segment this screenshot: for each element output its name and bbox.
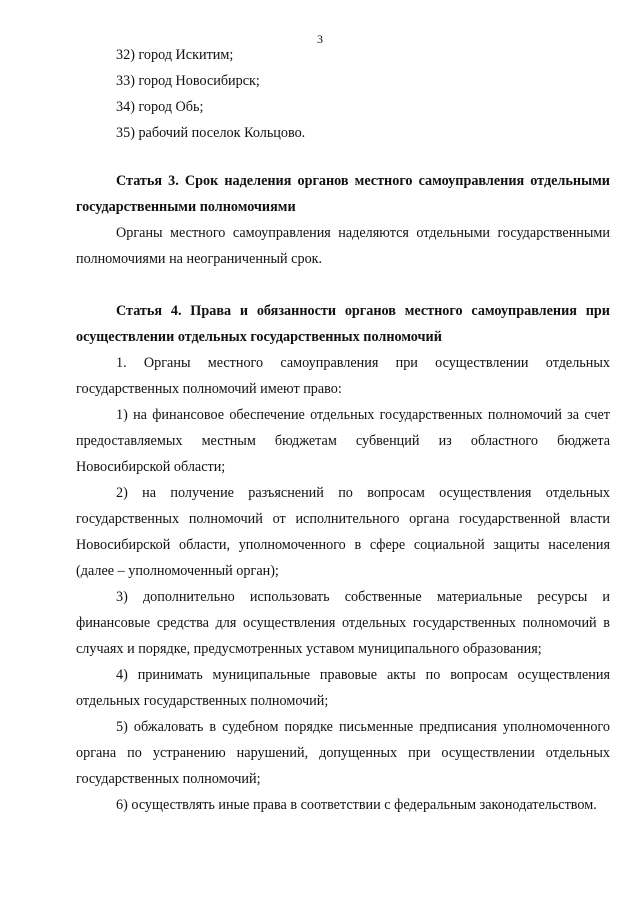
article-3-title: Статья 3. Срок наделения органов местного самоуправления отдельными государственными полномочиями [76,173,610,215]
article-4-title: Статья 4. Права и обязанности органов местного самоуправления при осуществлении отдельных государственных полномочий [76,303,610,345]
article-4-item: 3) дополнительно использовать собственные материальные ресурсы и финансовые средства для осуществления отдельных государственных полномочий в случаях и порядке, предусмотренных уставом муниципального образования; [76,589,610,657]
list-item: 34) город Обь; [116,99,204,115]
document-body [76,42,610,818]
article-3-text: Органы местного самоуправления наделяются отдельными государственными полномочиями на неограниченный срок. [76,225,610,267]
list-item: 33) город Новосибирск; [116,73,260,89]
list-item: 32) город Искитим; [116,47,234,63]
article-4-item: 6) осуществлять иные права в соответствии с федеральным законодательством. [116,797,597,813]
article-4-intro: 1. Органы местного самоуправления при осуществлении отдельных государственных полномочий имеют право: [76,355,610,397]
article-4-item: 4) принимать муниципальные правовые акты по вопросам осуществления отдельных государственных полномочий; [76,667,610,709]
list-item: 35) рабочий поселок Кольцово. [116,125,306,141]
article-4-item: 2) на получение разъяснений по вопросам осуществления отдельных государственных полномочий от исполнительного органа государственной власти Новосибирской области, уполномоченного в сфере социальной защиты населения (далее – уполномоченный орган); [76,485,610,579]
article-4-item: 5) обжаловать в судебном порядке письменные предписания уполномоченного органа по устранению нарушений, допущенных при осуществлении отдельных государственных полномочий; [76,719,610,787]
article-4-item: 1) на финансовое обеспечение отдельных государственных полномочий за счет предоставляемых местным бюджетам субвенций из областного бюджета Новосибирской области; [76,407,610,475]
page-number: 3 [317,32,323,46]
